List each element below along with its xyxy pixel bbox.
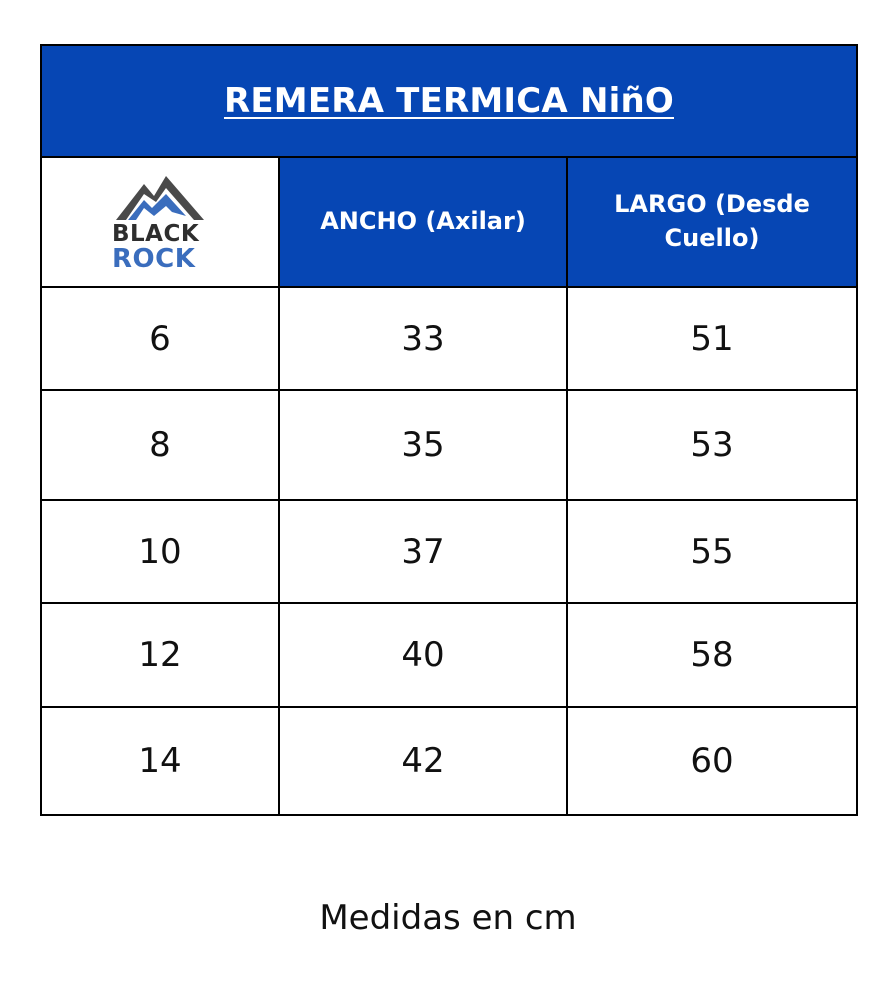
table-row <box>41 500 857 603</box>
table-title: REMERA TERMICA NiñO <box>223 81 674 121</box>
logo-text-rock: ROCK <box>112 244 196 274</box>
size-cell: 12 <box>41 603 279 707</box>
size-cell: 14 <box>41 707 279 815</box>
size-chart-table <box>40 44 858 816</box>
table-row <box>41 287 857 390</box>
table-row <box>41 707 857 815</box>
ancho-cell: 40 <box>279 603 567 707</box>
size-cell: 8 <box>41 390 279 500</box>
size-cell: 6 <box>41 287 279 390</box>
table-row <box>41 390 857 500</box>
ancho-cell: 37 <box>279 500 567 603</box>
black-rock-logo <box>112 172 208 272</box>
title-row <box>41 45 857 157</box>
largo-cell: 60 <box>567 707 857 815</box>
logo-text-black: BLACK <box>112 221 200 247</box>
title-cell <box>41 45 857 157</box>
largo-cell: 51 <box>567 287 857 390</box>
logo-cell <box>41 157 279 287</box>
header-row <box>41 157 857 287</box>
largo-cell: 58 <box>567 603 857 707</box>
largo-cell: 53 <box>567 390 857 500</box>
largo-cell: 55 <box>567 500 857 603</box>
ancho-cell: 35 <box>279 390 567 500</box>
table-row <box>41 603 857 707</box>
ancho-cell: 42 <box>279 707 567 815</box>
mountain-icon <box>114 172 206 222</box>
column-header-largo: LARGO (Desde Cuello) <box>567 157 857 287</box>
units-footnote: Medidas en cm <box>319 898 577 938</box>
column-header-ancho: ANCHO (Axilar) <box>279 157 567 287</box>
ancho-cell: 33 <box>279 287 567 390</box>
size-cell: 10 <box>41 500 279 603</box>
